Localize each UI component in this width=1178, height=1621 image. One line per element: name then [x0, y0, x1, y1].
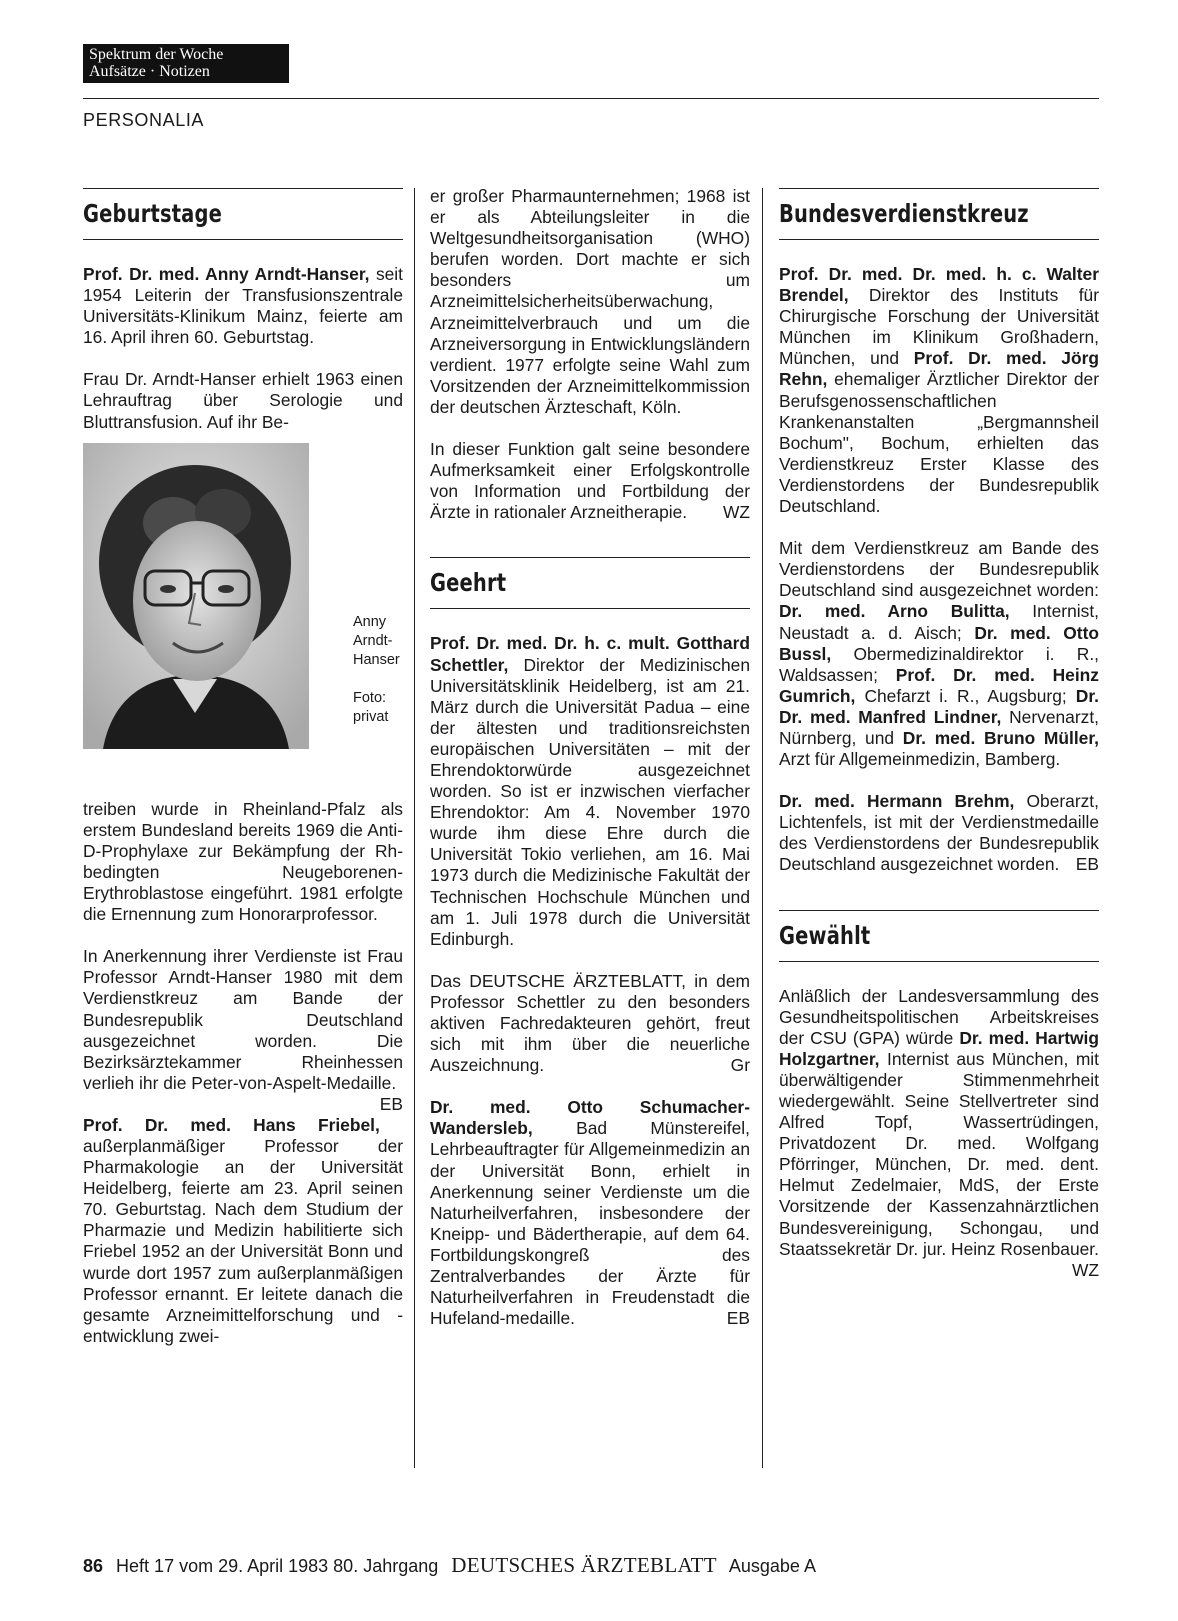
issue-info: Heft 17 vom 29. April 1983 80. Jahrgang [116, 1556, 439, 1576]
author-initials: Gr [730, 1055, 750, 1076]
section-kicker: PERSONALIA [83, 110, 205, 130]
author-initials: WZ [722, 502, 750, 523]
entry-verdienstkreuz-bande: Mit dem Verdienstkreuz am Bande des Verdienstordens der Bundesrepublik Deutschland sind ausgezeichnet worden: Dr. med. Arno Bulitta, Internist, Neustadt a. d. Aisch; Dr. med. Otto Bussl, Obermedizinaldirektor i. R., Waldsassen; Prof. Dr. med. Heinz Gumrich, Chefarzt i. R., Augsburg; Dr. Dr. med. Manfred Lindner, Nervenarzt, Nürnberg, und Dr. med. Bruno Müller, Arzt für Allgemeinmedizin, Bamberg. [779, 538, 1100, 770]
column-divider-1 [414, 188, 415, 1468]
section-tag-line2: Aufsätze · Notizen [89, 63, 210, 80]
paragraph-friebel-cont: er großer Pharmaunternehmen; 1968 ist er als Abteilungsleiter in die Weltgesundheitsorganisation (WHO) berufen worden. Dort machte er sich besonders um Arzneimittelsicherheitsüberwachung, Arzneimittelverbrauch und um die Arzneiversorgung in Entwicklungsländern verdient. 1977 erfolgte seine Wahl zum Vorsitzenden der Arzneimittelkommission der deutschen Ärzteschaft, Köln. [430, 186, 750, 417]
entry-holzgartner: Anläßlich der Landesversammlung des Gesundheitspolitischen Arbeitskreises der CSU (GPA) würde Dr. med. Hartwig Holzgartner, Internist aus München, mit überwältigender Stimmenmehrheit wiedergewählt. Seine Stellvertreter sind Alfred Topf, Wassertrüdingen, Privatdozent Dr. med. Wolfgang Pförringer, München, Dr. med. dent. Helmut Zedelmaier, MdS, der Erste Vorsitzende der Kassenzahnärztlichen Bundesvereinigung, Schongau, und Staatssekretär Dr. jur. Heinz Rosenbauer. WZ [779, 985, 1099, 1280]
top-rule [83, 98, 1099, 99]
column-divider-2 [762, 188, 763, 1468]
heading-geburtstage: Geburtstage [83, 188, 403, 240]
column-2 [430, 186, 750, 1350]
column-3 [779, 188, 1099, 1281]
edition-label: Ausgabe A [728, 1556, 816, 1576]
heading-geehrt: Geehrt [430, 557, 750, 609]
heading-bundesverdienstkreuz: Bundesverdienstkreuz [779, 188, 1099, 240]
entry-arndt-hanser: Prof. Dr. med. Anny Arndt-Hanser, seit 1954 Leiterin der Transfusionszentrale Universitäts-Klinikum Mainz, feierte am 16. April ihren 60. Geburtstag. [83, 264, 404, 348]
journal-masthead: DEUTSCHES ÄRZTEBLATT [451, 1553, 717, 1577]
section-tag-line1: Spektrum der Woche [89, 46, 224, 63]
entry-friebel: Prof. Dr. med. Hans Friebel, außerplanmäßiger Professor der Pharmakologie an der Universität Heidelberg, feierte am 23. April seinen 70. Geburtstag. Nach dem Studium der Pharmazie und Medizin habilitierte sich Friebel 1952 an der Universität Bonn und wurde dort 1957 zum außerplanmäßigen Professor ernannt. Er leitete danach die gesamte Arzneimittelforschung und -entwicklung zwei- [83, 1114, 403, 1346]
entry-brendel-rehn: Prof. Dr. med. Dr. med. h. c. Walter Brendel, Direktor des Instituts für Chirurgische Forschung der Universität München im Klinikum Großhadern, München, und Prof. Dr. med. Jörg Rehn, ehemaliger Ärztlicher Direktor der Berufsgenossenschaftlichen Krankenanstalten „Bergmannsheil Bochum", Bochum, erhielten das Verdienstkreuz Erster Klasse des Verdienstordens der Bundesrepublik Deutschland. [779, 264, 1099, 517]
page-footer [83, 1553, 816, 1578]
portrait-block [83, 443, 403, 773]
author-initials: EB [726, 1308, 750, 1329]
section-tag [83, 44, 289, 83]
portrait-photo [83, 443, 309, 749]
paragraph-arndt-hanser-2: treiben wurde in Rheinland-Pfalz als erstem Bundesland bereits 1969 die Anti-D-Prophylaxe zur Bekämpfung der Rh-bedingten Neugeborenen-Erythroblastose eingeführt. 1981 erfolgte die Ernennung zum Honorarprofessor. [83, 798, 403, 925]
column-1 [83, 188, 403, 1368]
page-number: 86 [83, 1556, 104, 1576]
author-initials: EB [1075, 854, 1099, 875]
author-initials: EB [379, 1093, 403, 1114]
author-initials: WZ [1071, 1259, 1099, 1280]
entry-schumacher: Dr. med. Otto Schumacher-Wandersleb, Bad Münstereifel, Lehrbeauftragter für Allgemeinmedizin an der Universität Bonn, erhielt in Anerkennung seiner Verdienste um die Naturheilverfahren, insbesondere der Kneipp- und Bädertherapie, auf dem 64. Fortbildungskongreß des Zentralverbandes der Ärzte für Naturheilverfahren in Freudenstadt die Hufeland-medaille. EB [430, 1097, 750, 1329]
paragraph-arndt-hanser-1: Frau Dr. Arndt-Hanser erhielt 1963 einen Lehrauftrag über Serologie und Bluttransfusion. Auf ihr Be- [83, 369, 403, 432]
portrait-caption: Anny Arndt- Hanser Foto: privat [353, 613, 400, 725]
heading-gewaehlt: Gewählt [779, 910, 1099, 962]
paragraph-friebel-end: In dieser Funktion galt seine besondere Aufmerksamkeit einer Erfolgskontrolle von Information und Fortbildung der Ärzte in rationaler Arzneitherapie. WZ [430, 439, 750, 523]
entry-schettler: Prof. Dr. med. Dr. h. c. mult. Gotthard Schettler, Direktor der Medizinischen Universitätsklinik Heidelberg, ist am 21. März durch die Universität Padua – eine der ältesten und traditionsreichsten europäischen Universitäten – mit der Ehrendoktorwürde ausgezeichnet worden. So ist er inzwischen vierfacher Ehrendoktor: Am 4. November 1970 wurde ihm diese Ehre durch die Universität Tokio verliehen, am 16. Mai 1973 durch die Medizinische Fakultät der Technischen Hochschule München und am 1. Juli 1978 durch die Universität Edinburgh. [430, 633, 750, 949]
paragraph-arndt-hanser-3: In Anerkennung ihrer Verdienste ist Frau Professor Arndt-Hanser 1980 mit dem Verdienstkreuz am Bande der Bundesrepublik Deutschland ausgezeichnet worden. Die Bezirksärztekammer Rheinhessen verlieh ihr die Peter-von-Aspelt-Medaille. EB [83, 946, 403, 1114]
entry-brehm: Dr. med. Hermann Brehm, Oberarzt, Lichtenfels, ist mit der Verdienstmedaille des Verdienstordens der Bundesrepublik Deutschland ausgezeichnet worden. EB [779, 791, 1099, 875]
paragraph-schettler: Das DEUTSCHE ÄRZTEBLATT, in dem Professor Schettler zu den besonders aktiven Fachredakteuren gehört, freut sich mit ihm über die neuerliche Auszeichnung. Gr [430, 970, 750, 1076]
